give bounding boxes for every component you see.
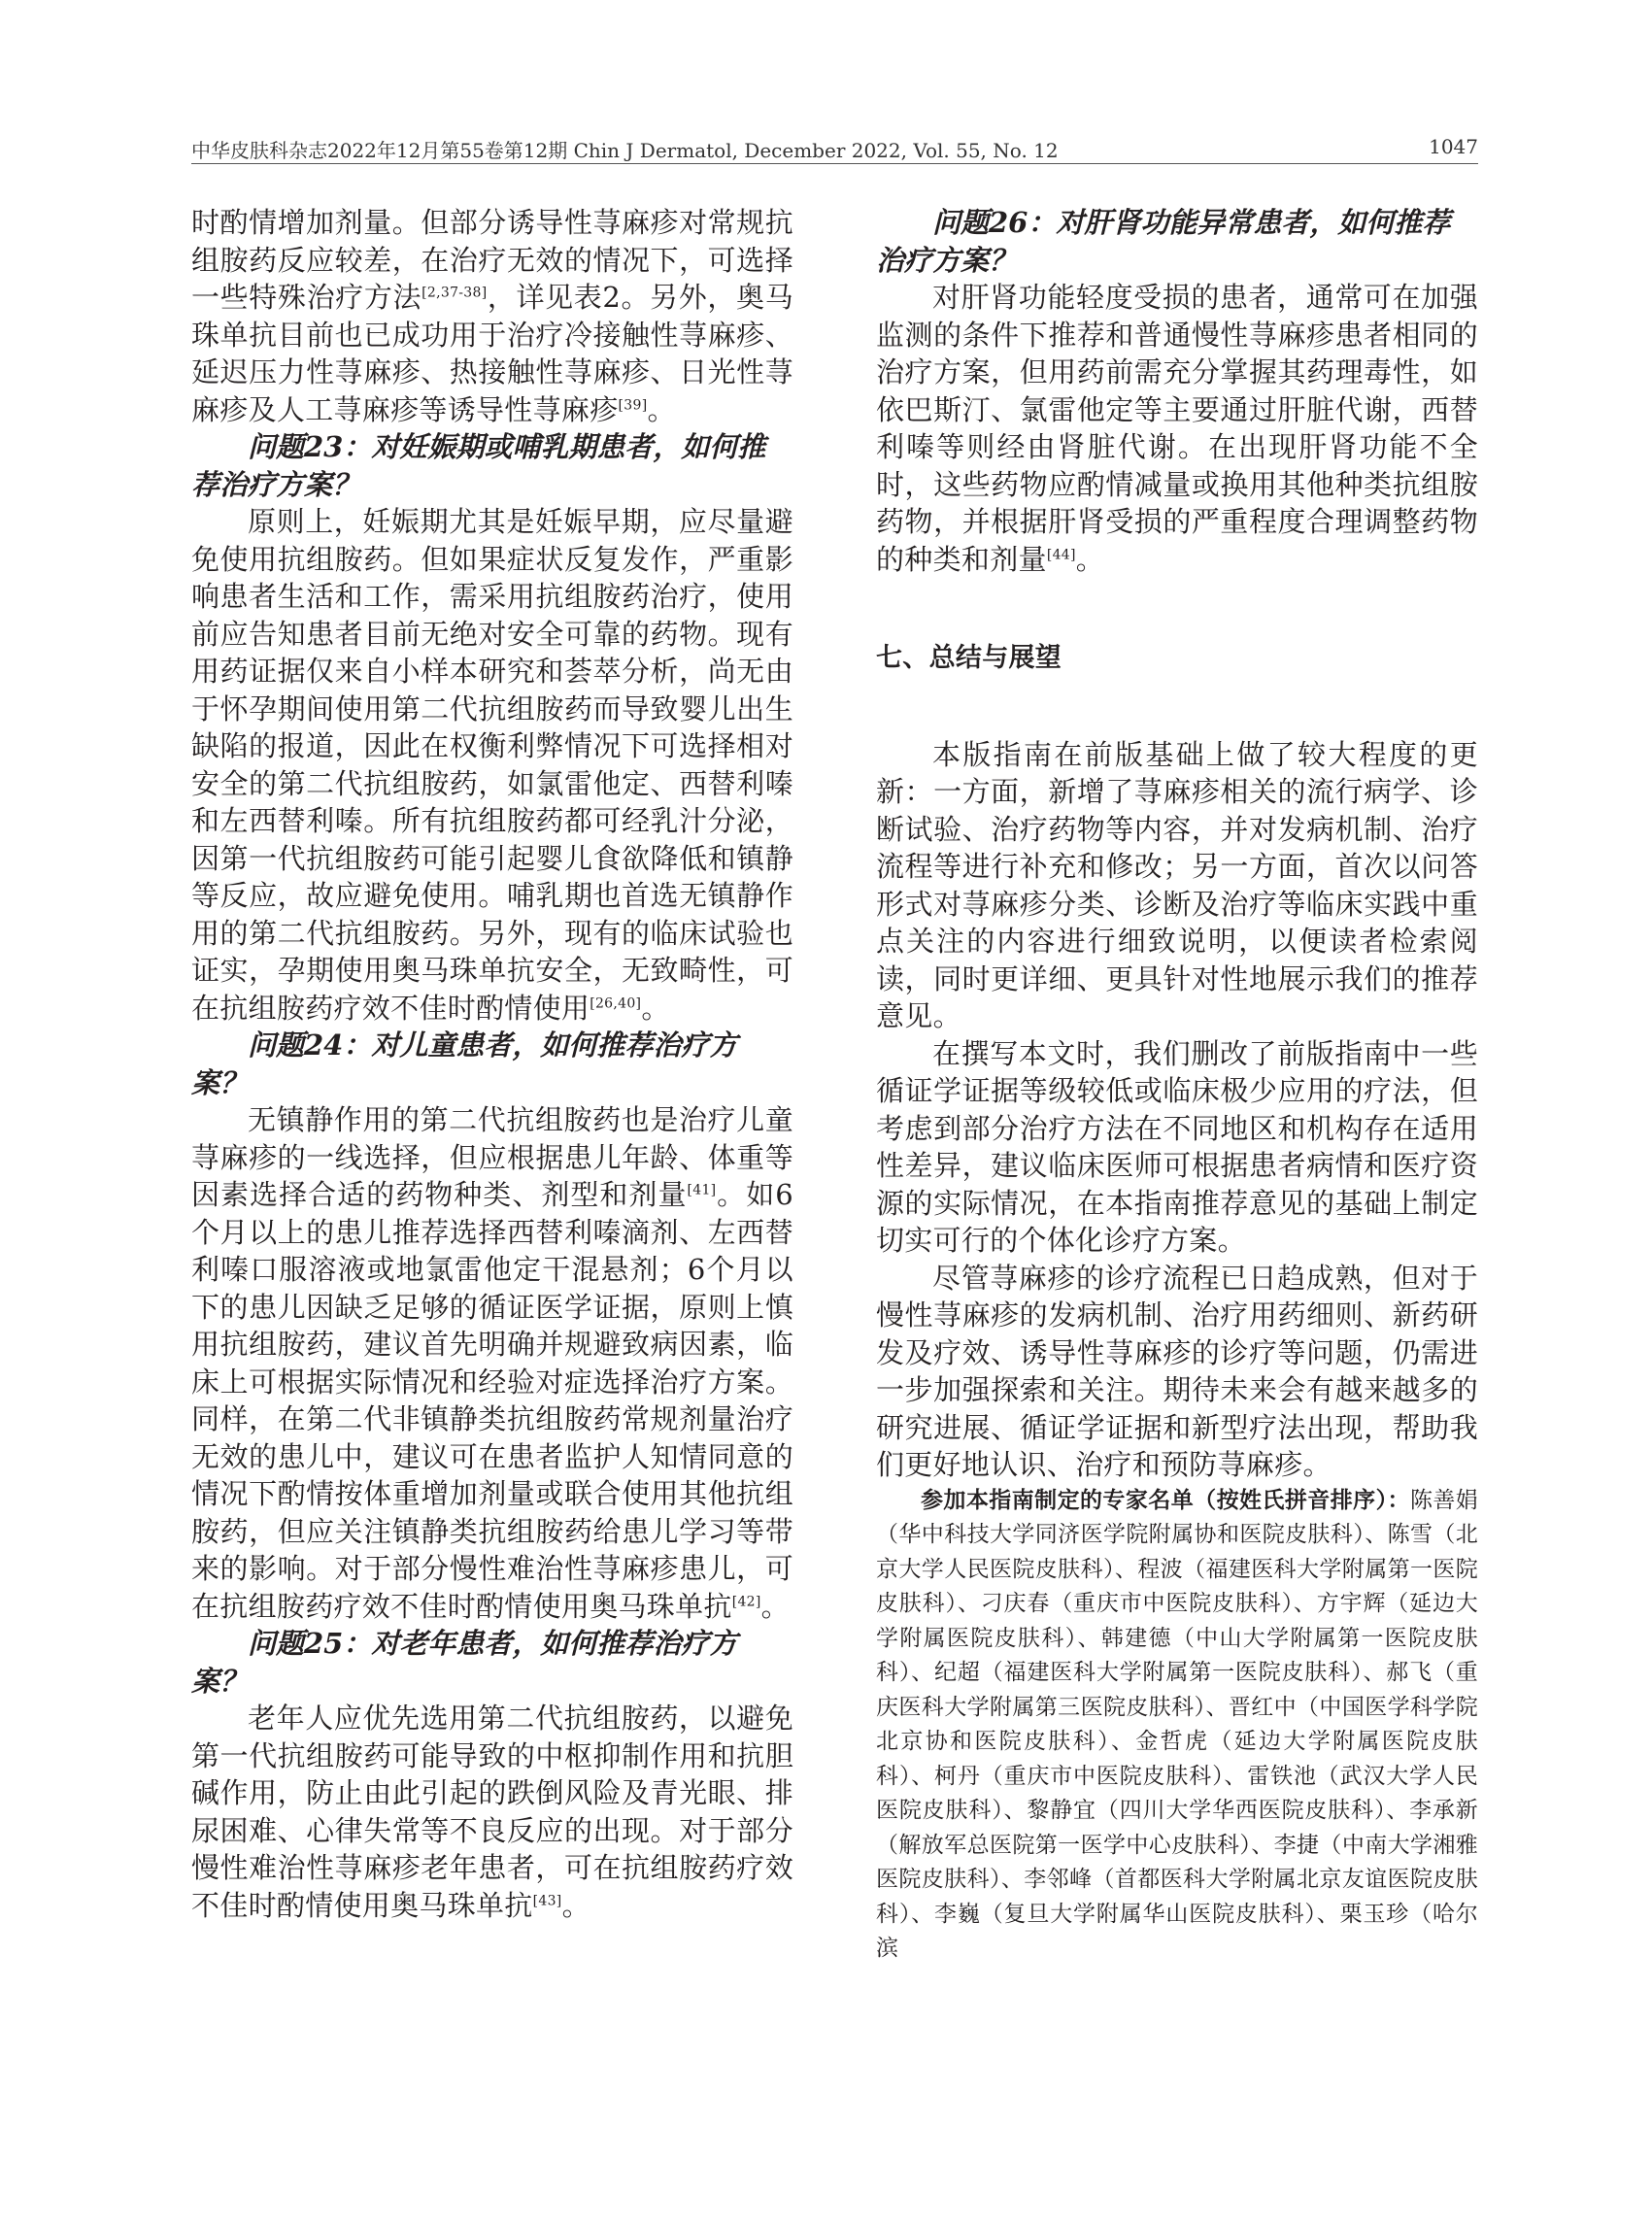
citation-ref: [43] bbox=[532, 1892, 562, 1908]
citation-ref: [44] bbox=[1046, 546, 1076, 562]
header-rule bbox=[191, 163, 1478, 164]
page-number: 1047 bbox=[1429, 135, 1478, 158]
paragraph-children: 无镇静作用的第二代抗组胺药也是治疗儿童荨麻疹的一线选择，但应根据患儿年龄、体重等因素选择合适的药物种类、剂型和剂量[41]。如6个月以上的患儿推荐选择西替利嗪滴剂、左西替利嗪口服溶液或地氯雷他定干混悬剂；6个月以下的患儿因缺乏足够的循证医学证据，原则上慎用抗组胺药，建议首先明确并规避致病因素，临床上可根据实际情况和经验对症选择治疗方案。同样，在第二代非镇静类抗组胺药常规剂量治疗无效的患儿中，建议可在患者监护人知情同意的情况下酌情按体重增加剂量或联合使用其他抗组胺药，但应关注镇静类抗组胺药给患儿学习等带来的影响。对于部分慢性难治性荨麻疹患儿，可在抗组胺药疗效不佳时酌情使用奥马珠单抗[42]。 bbox=[191, 1103, 793, 1623]
paragraph-elderly: 老年人应优先选用第二代抗组胺药，以避免第一代抗组胺药可能导致的中枢抑制作用和抗胆碱作用，防止由此引起的跌倒风险及青光眼、排尿困难、心律失常等不良反应的出现。对于部分慢性难治性荨麻疹老年患者，可在抗组胺药疗效不佳时酌情使用奥马珠单抗[43]。 bbox=[191, 1702, 793, 1922]
paragraph-induced-urticaria: 时酌情增加剂量。但部分诱导性荨麻疹对常规抗组胺药反应较差，在治疗无效的情况下，可选择一些特殊治疗方法[2,37-38]，详见表2。另外，奥马珠单抗目前也已成功用于治疗冷接触性荨麻疹、延迟压力性荨麻疹、热接触性荨麻疹、日光性荨麻疹及人工荨麻疹等诱导性荨麻疹[39]。 bbox=[191, 206, 793, 426]
paragraph-summary-3: 尽管荨麻疹的诊疗流程已日趋成熟，但对于慢性荨麻疹的发病机制、治疗用药细则、新药研发及疗效、诱导性荨麻疹的诊疗等问题，仍需进一步加强探索和关注。期待未来会有越来越多的研究进展、循证学证据和新型疗法出现，帮助我们更好地认识、治疗和预防荨麻疹。 bbox=[876, 1261, 1478, 1481]
paragraph-pregnancy: 原则上，妊娠期尤其是妊娠早期，应尽量避免使用抗组胺药。但如果症状反复发作，严重影响患者生活和工作，需采用抗组胺药治疗，使用前应告知患者目前无绝对安全可靠的药物。现有用药证据仅来自小样本研究和荟萃分析，尚无由于怀孕期间使用第二代抗组胺药而导致婴儿出生缺陷的报道，因此在权衡利弊情况下可选择相对安全的第二代抗组胺药，如氯雷他定、西替利嗪和左西替利嗪。所有抗组胺药都可经乳汁分泌，因第一代抗组胺药可能引起婴儿食欲降低和镇静等反应，故应避免使用。哺乳期也首选无镇静作用的第二代抗组胺药。另外，现有的临床试验也证实，孕期使用奥马珠单抗安全，无致畸性，可在抗组胺药疗效不佳时酌情使用[26,40]。 bbox=[191, 505, 793, 1025]
question-24-heading: 问题24：对儿童患者，如何推荐治疗方案？ bbox=[191, 1028, 738, 1099]
running-header bbox=[191, 131, 1478, 164]
paragraph-summary-1: 本版指南在前版基础上做了较大程度的更新：一方面，新增了荨麻疹相关的流行病学、诊断试验、治疗药物等内容，并对发病机制、治疗流程等进行补充和修改；另一方面，首次以问答形式对荨麻疹分类、诊断及治疗等临床实践中重点关注的内容进行细致说明，以便读者检索阅读，同时更详细、更具针对性地展示我们的推荐意见。 bbox=[876, 737, 1478, 1032]
right-column bbox=[876, 204, 1478, 1967]
citation-ref: [41] bbox=[687, 1182, 717, 1198]
citation-ref: [42] bbox=[731, 1593, 761, 1609]
question-23-heading: 问题23：对妊娠期或哺乳期患者，如何推荐治疗方案？ bbox=[191, 430, 766, 501]
expert-list bbox=[876, 1484, 1478, 1967]
citation-ref: [26,40] bbox=[590, 995, 642, 1011]
expert-list-lead: 参加本指南制定的专家名单（按姓氏拼音排序）： bbox=[921, 1487, 1410, 1513]
question-26-heading: 问题26：对肝肾功能异常患者，如何推荐治疗方案？ bbox=[876, 206, 1451, 277]
question-25-heading: 问题25：对老年患者，如何推荐治疗方案？ bbox=[191, 1627, 738, 1698]
expert-list-names: 陈善娟（华中科技大学同济医学院附属协和医院皮肤科）、陈雪（北京大学人民医院皮肤科）、程波（福建医科大学附属第一医院皮肤科）、刁庆春（重庆市中医院皮肤科）、方宇辉（延边大学附属医院皮肤科）、韩建德（中山大学附属第一医院皮肤科）、纪超（福建医科大学附属第一医院皮肤科）、郝飞（重庆医科大学附属第三医院皮肤科）、晋红中（中国医学科学院北京协和医院皮肤科）、金哲虎（延边大学附属医院皮肤科）、柯丹（重庆市中医院皮肤科）、雷铁池（武汉大学人民医院皮肤科）、黎静宜（四川大学华西医院皮肤科）、李承新（解放军总医院第一医学中心皮肤科）、李捷（中南大学湘雅医院皮肤科）、李邻峰（首都医科大学附属北京友谊医院皮肤科）、李巍（复旦大学附属华山医院皮肤科）、栗玉珍（哈尔滨 bbox=[876, 1487, 1478, 1961]
journal-citation: 中华皮肤科杂志2022年12月第55卷第12期 Chin J Dermatol, December 2022, Vol. 55, No. 12 bbox=[191, 139, 1059, 162]
citation-ref: [2,37-38] bbox=[421, 285, 488, 301]
left-column bbox=[191, 204, 793, 1924]
section-heading-summary: 七、总结与展望 bbox=[876, 643, 1062, 673]
paragraph-summary-2: 在撰写本文时，我们删改了前版指南中一些循证学证据等级较低或临床极少应用的疗法，但考虑到部分治疗方法在不同地区和机构存在适用性差异，建议临床医师可根据患者病情和医疗资源的实际情况，在本指南推荐意见的基础上制定切实可行的个体化诊疗方案。 bbox=[876, 1036, 1478, 1257]
citation-ref: [39] bbox=[618, 396, 648, 413]
paragraph-liver-kidney: 对肝肾功能轻度受损的患者，通常可在加强监测的条件下推荐和普通慢性荨麻疹患者相同的治疗方案，但用药前需充分掌握其药理毒性，如依巴斯汀、氯雷他定等主要通过肝脏代谢，西替利嗪等则经由肾脏代谢。在出现肝肾功能不全时，这些药物应酌情减量或换用其他种类抗组胺药物，并根据肝肾受损的严重程度合理调整药物的种类和剂量[44]。 bbox=[876, 281, 1478, 576]
